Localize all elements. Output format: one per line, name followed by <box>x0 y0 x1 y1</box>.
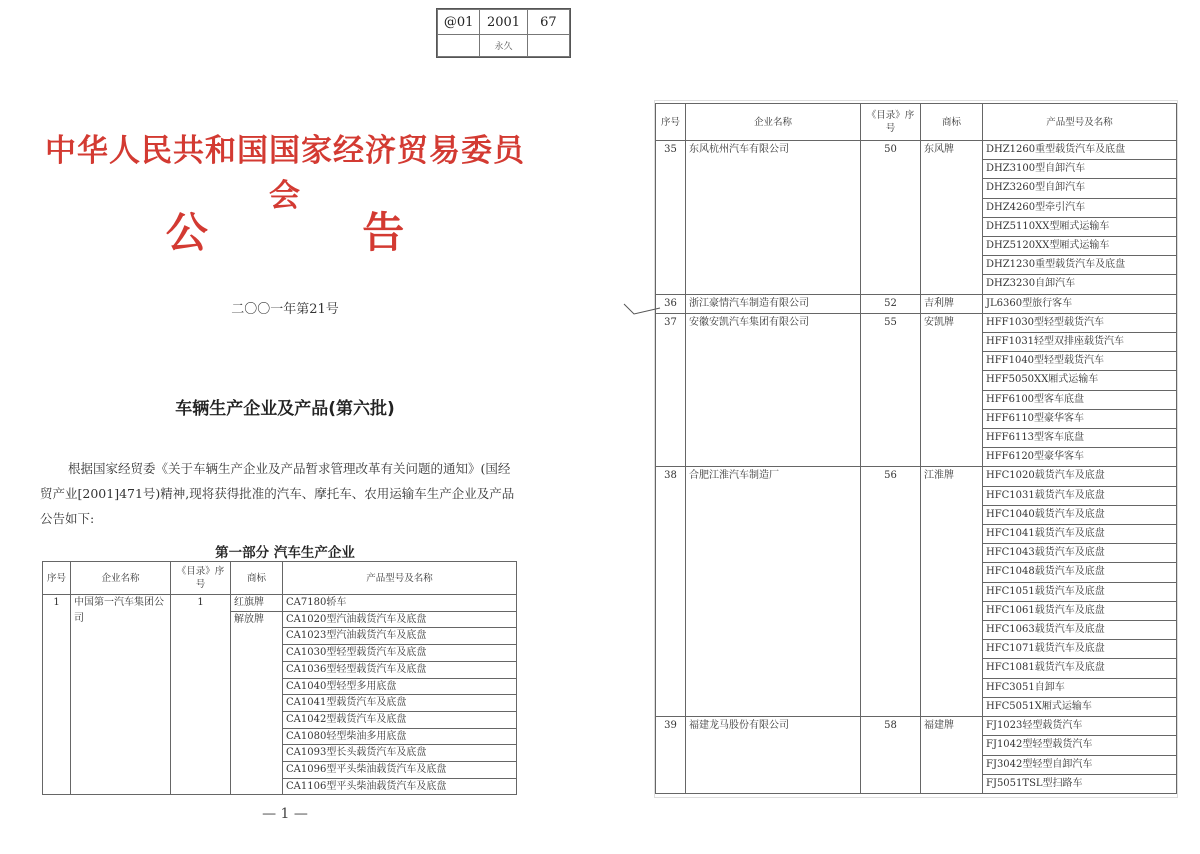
product-cell: HFC1040载货汽车及底盘 <box>983 505 1177 524</box>
archive-stamp <box>436 8 571 58</box>
seq-cell: 35 <box>656 141 686 295</box>
product-cell: HFF6100型客车底盘 <box>983 390 1177 409</box>
seq-cell: 38 <box>656 467 686 717</box>
header-product: 产品型号及名称 <box>283 562 517 595</box>
catalog-seq-cell: 55 <box>861 313 921 467</box>
product-cell: DHZ4260型牵引汽车 <box>983 198 1177 217</box>
product-cell: CA1036型轻型载货汽车及底盘 <box>283 661 517 678</box>
product-cell: CA1096型平头柴油载货汽车及底盘 <box>283 762 517 779</box>
product-cell: JL6360型旅行客车 <box>983 294 1177 313</box>
seq-cell: 1 <box>43 595 71 795</box>
product-cell: HFC5051X厢式运输车 <box>983 697 1177 716</box>
product-cell: DHZ5120XX型厢式运输车 <box>983 237 1177 256</box>
catalog-seq-cell: 58 <box>861 717 921 794</box>
header-catalog-seq: 《目录》序号 <box>171 562 231 595</box>
header-brand: 商标 <box>921 104 983 141</box>
stamp-code: @01 <box>438 10 480 35</box>
table-row <box>656 717 1177 736</box>
product-cell: CA1030型轻型载货汽车及底盘 <box>283 645 517 662</box>
product-cell: CA7180轿车 <box>283 595 517 612</box>
header-company: 企业名称 <box>71 562 171 595</box>
product-cell: HFC1031载货汽车及底盘 <box>983 486 1177 505</box>
product-cell: CA1020型汽油载货汽车及底盘 <box>283 611 517 628</box>
part-title: 第一部分 汽车生产企业 <box>215 545 355 561</box>
brand-cell: 江淮牌 <box>921 467 983 717</box>
product-cell: HFC3051自卸车 <box>983 678 1177 697</box>
product-cell: CA1042型载货汽车及底盘 <box>283 711 517 728</box>
product-cell: HFC1048载货汽车及底盘 <box>983 563 1177 582</box>
product-cell: HFC1063载货汽车及底盘 <box>983 621 1177 640</box>
brand-cell: 安凯牌 <box>921 313 983 467</box>
header-company: 企业名称 <box>686 104 861 141</box>
brand-cell: 红旗牌 <box>231 595 283 612</box>
product-cell: HFF1030型轻型载货汽车 <box>983 313 1177 332</box>
product-cell: DHZ1230重型载货汽车及底盘 <box>983 256 1177 275</box>
header-product: 产品型号及名称 <box>983 104 1177 141</box>
product-cell: HFC1081载货汽车及底盘 <box>983 659 1177 678</box>
product-cell: DHZ5110XX型厢式运输车 <box>983 217 1177 236</box>
product-cell: HFF5050XX厢式运输车 <box>983 371 1177 390</box>
company-cell: 浙江豪情汽车制造有限公司 <box>686 294 861 313</box>
catalog-seq-cell: 50 <box>861 141 921 295</box>
seq-cell: 36 <box>656 294 686 313</box>
product-cell: HFC1043载货汽车及底盘 <box>983 544 1177 563</box>
product-cell: HFF1031轻型双排座载货汽车 <box>983 333 1177 352</box>
catalog-seq-cell: 56 <box>861 467 921 717</box>
product-cell: CA1080轻型柴油多用底盘 <box>283 728 517 745</box>
brand-cell: 解放牌 <box>231 611 283 795</box>
company-cell: 安徽安凯汽车集团有限公司 <box>686 313 861 467</box>
header-catalog-seq: 《目录》序号 <box>861 104 921 141</box>
product-cell: HFC1071载货汽车及底盘 <box>983 640 1177 659</box>
table-row <box>656 467 1177 486</box>
table-row <box>43 595 517 612</box>
product-cell: HFC1051载货汽车及底盘 <box>983 582 1177 601</box>
seq-cell: 37 <box>656 313 686 467</box>
right-product-table <box>655 103 1177 794</box>
header-seq: 序号 <box>656 104 686 141</box>
page-number: — 1 — <box>262 806 308 822</box>
product-cell: HFC1041载货汽车及底盘 <box>983 525 1177 544</box>
table-row <box>656 313 1177 332</box>
product-cell: CA1106型平头柴油载货汽车及底盘 <box>283 778 517 795</box>
doc-number: 二〇〇一年第21号 <box>231 302 339 317</box>
body-paragraph: 根据国家经贸委《关于车辆生产企业及产品暂求管理改革有关问题的通知》(国经贸产业[2001]471号)精神,现将获得批准的汽车、摩托车、农用运输车生产企业及产品公告如下: <box>40 461 515 526</box>
stamp-number: 67 <box>527 10 569 35</box>
catalog-seq-cell: 1 <box>171 595 231 795</box>
product-cell: FJ1042型轻型载货汽车 <box>983 736 1177 755</box>
product-cell: DHZ1260重型载货汽车及底盘 <box>983 141 1177 160</box>
product-cell: CA1023型汽油载货汽车及底盘 <box>283 628 517 645</box>
product-cell: HFC1061载货汽车及底盘 <box>983 601 1177 620</box>
header-seq: 序号 <box>43 562 71 595</box>
company-cell: 合肥江淮汽车制造厂 <box>686 467 861 717</box>
batch-title: 车辆生产企业及产品(第六批) <box>175 399 395 419</box>
notice-title: 公 告 <box>165 208 475 257</box>
brand-cell: 东风牌 <box>921 141 983 295</box>
table-row <box>656 141 1177 160</box>
company-cell: 福建龙马股份有限公司 <box>686 717 861 794</box>
product-cell: FJ1023轻型载货汽车 <box>983 717 1177 736</box>
product-cell: CA1041型载货汽车及底盘 <box>283 695 517 712</box>
product-cell: HFF6110型豪华客车 <box>983 409 1177 428</box>
product-cell: FJ3042型轻型自卸汽车 <box>983 755 1177 774</box>
product-cell: FJ5051TSL型扫路车 <box>983 774 1177 793</box>
table-row <box>656 294 1177 313</box>
brand-cell: 福建牌 <box>921 717 983 794</box>
seq-cell: 39 <box>656 717 686 794</box>
header-brand: 商标 <box>231 562 283 595</box>
product-cell: HFF6113型客车底盘 <box>983 429 1177 448</box>
product-cell: DHZ3230自卸汽车 <box>983 275 1177 294</box>
product-cell: DHZ3260型自卸汽车 <box>983 179 1177 198</box>
product-cell: CA1040型轻型多用底盘 <box>283 678 517 695</box>
product-cell: HFF6120型豪华客车 <box>983 448 1177 467</box>
stamp-label: 永久 <box>480 35 528 57</box>
left-product-table <box>42 561 517 795</box>
product-cell: HFC1020载货汽车及底盘 <box>983 467 1177 486</box>
company-cell: 东风杭州汽车有限公司 <box>686 141 861 295</box>
stamp-year: 2001 <box>480 10 528 35</box>
product-cell: HFF1040型轻型载货汽车 <box>983 352 1177 371</box>
org-title: 中华人民共和国国家经济贸易委员会 <box>45 133 525 214</box>
product-cell: DHZ3100型自卸汽车 <box>983 160 1177 179</box>
company-cell: 中国第一汽车集团公司 <box>71 595 171 795</box>
catalog-seq-cell: 52 <box>861 294 921 313</box>
product-cell: CA1093型长头载货汽车及底盘 <box>283 745 517 762</box>
brand-cell: 吉利牌 <box>921 294 983 313</box>
